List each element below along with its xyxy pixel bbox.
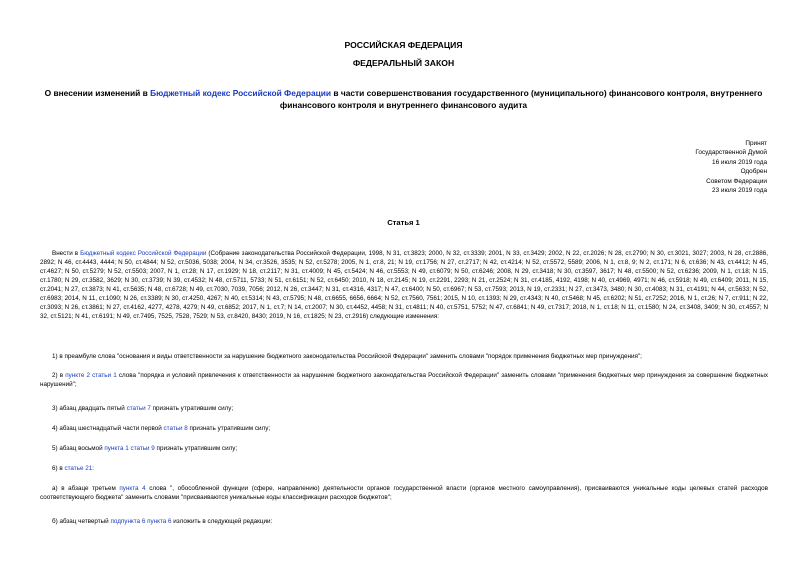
item-6b xyxy=(40,517,768,526)
intro-paragraph xyxy=(40,249,768,321)
item-3-post: признать утратившим силу; xyxy=(150,405,234,412)
intro-prefix: Внести в xyxy=(52,250,81,257)
title-suffix: в части совершенствования государственного (муниципального) финансового контроля, внутреннего финансового контроля и внутреннего финансового аудита xyxy=(279,88,763,110)
item-6a xyxy=(40,484,768,502)
law-title xyxy=(40,87,767,111)
duma-label: Государственной Думой xyxy=(695,149,767,157)
item-5 xyxy=(40,444,768,453)
item-3-link[interactable]: статьи 7 xyxy=(126,405,151,412)
accepted-label: Принят xyxy=(745,140,767,147)
law-type-heading: ФЕДЕРАЛЬНЫЙ ЗАКОН xyxy=(352,58,455,68)
adoption-block xyxy=(567,139,767,195)
article-heading: Статья 1 xyxy=(387,218,420,227)
item-6-pre: 6) в xyxy=(52,465,65,472)
item-1 xyxy=(40,352,768,361)
item-4 xyxy=(40,424,768,433)
item-5-link[interactable]: пункта 1 статьи 9 xyxy=(104,445,155,452)
item-6-link[interactable]: статье 21 xyxy=(64,465,93,472)
item-6a-link[interactable]: пункта 4 xyxy=(119,485,146,492)
federation-heading: РОССИЙСКАЯ ФЕДЕРАЦИЯ xyxy=(344,40,463,50)
item-6b-link[interactable]: подпункта 6 пункта 6 xyxy=(110,518,172,525)
item-6b-pre: б) абзац четвертый xyxy=(52,518,111,525)
item-2-pre: 2) в xyxy=(52,372,66,379)
item-4-pre: 4) абзац шестнадцатый части первой xyxy=(52,425,164,432)
item-1-text: 1) в преамбуле слова "основания и виды ответственности за нарушение бюджетного законодательства Российской Федерации" заменить словами "порядок применения бюджетных мер принуждения"; xyxy=(52,353,642,360)
council-date: 23 июля 2019 года xyxy=(712,187,767,195)
title-prefix: О внесении изменений в xyxy=(44,88,151,98)
item-6 xyxy=(40,464,768,473)
council-label: Советом Федерации xyxy=(706,177,767,185)
item-2-link[interactable]: пункте 2 статьи 1 xyxy=(65,372,117,379)
item-6b-post: изложить в следующей редакции: xyxy=(171,518,273,525)
item-4-link[interactable]: статьи 8 xyxy=(163,425,188,432)
duma-date: 16 июля 2019 года xyxy=(712,158,767,166)
item-2 xyxy=(40,371,768,389)
item-2-post: слова "порядка и условий привлечения к ответственности за нарушение бюджетного законодательства Российской Федерации" заменить словами "применения бюджетных мер принуждения за совершение бюджетных нарушений"; xyxy=(40,372,769,389)
intro-budget-code-link[interactable]: Бюджетный кодекс Российской Федерации xyxy=(80,250,207,257)
item-6a-pre: а) в абзаце третьем xyxy=(52,485,120,492)
item-6-post: : xyxy=(92,465,94,472)
intro-text: (Собрание законодательства Российской Федерации, 1998, N 31, ст.3823; 2000, N 32, ст.3339; 2001, N 33, ст.3429; 2002, N 22, ст.2026; N 28, ст.2790; N 30, ст.3021, 3027; 2003, N 28, ст.2886, 2892; N 46, ст.4443, 4444; N 50, ст.4844; N 52, ст.5036, 5038; 2004, N 34, ст.3526, 3535; N 52, ст.5278; 2005, N 1, ст.8, 21; N 19, ст.1756; N 27, ст.2717; N 42, ст.4214; N 52, ст.5572, 5589; 2006, N 1, ст.8, 9; N 2, ст.171; N 6, ст.636; N 43, ст.4412; N 45, ст.4627; N 50, ст.5279; N 52, ст.5503; 2007, N 1, ст.28; N 17, ст.1929; N 18, ст.2117; N 31, ст.4009; N 45, ст.5424; N 46, ст.5553; N 49, ст.6079; N 50, ст.6246; 2008, N 29, ст.3418; N 30, ст.3597, 3617; N 48, ст.5500; N 52, ст.6236; 2009, N 1, ст.18; N 15, ст.1780; N 29, ст.3582, 3629; N 30, ст.3739; N 39, ст.4532; N 48, ст.5711, 5733; N 51, ст.6151; N 52, ст.6450; 2010, N 18, ст.2145; N 19, ст.2291, 2293; N 21, ст.2524; N 31, ст.4185, 4192, 4198; N 40, ст.4969, 4971; N 46, ст.5918; N 49, ст.6409; 2011, N 15, ст.2041; N 27, ст.3873; N 41, ст.5635; N 48, ст.6728; N 49, ст.7030, 7039, 7056; 2012, N 26, ст.3447; N 31, ст.4316, 4317; N 47, ст.6400; N 50, ст.6967; N 53, ст.7593; 2013, N 19, ст.2331; N 27, ст.3473, 3480; N 30, ст.4083; N 31, ст.4191; N 44, ст.5633; N 52, ст.6983; 2014, N 11, ст.1090; N 26, ст.3389; N 30, ст.4250, 4267; N 40, ст.5314; N 43, ст.5795; N 48, ст.6655, 6656, 6664; N 52, ст.7560, 7561; 2015, N 10, ст.1393; N 29, ст.4343; N 40, ст.5468; N 45, ст.6202; N 51, ст.7252; 2016, N 1, ст.26; N 7, ст.911; N 22, ст.3093; N 26, ст.3861; N 27, ст.4162, 4277, 4278, 4279; N 49, ст.6852; 2017, N 1, ст.7; N 14, ст.2007; N 30, ст.4452, 4458; N 31, ст.4811; N 40, ст.5751, 5752; N 47, ст.6841; N 49, ст.7317; 2018, N 1, ст.18; N 11, ст.1580; N 24, ст.3408, 3409; N 30, ст.4557; N 32, ст.5121; N 41, ст.6191; N 49, ст.7495, 7525, 7528, 7529; N 53, ст.8420, 8430; 2019, N 16, ст.1825; N 23, ст.2916) следующие изменения: xyxy=(40,250,769,321)
item-6a-post: слова ", обособленной функции (сфере, направлению) деятельности органов государственной власти (органов местного самоуправления), присваиваются уникальные коды целевых статей расходов соответствующего бюджета" заменить словами "присваиваются уникальные коды классификации расходов бюджетов"; xyxy=(40,485,768,502)
item-4-post: признать утратившим силу; xyxy=(187,425,271,432)
item-5-post: признать утратившим силу; xyxy=(154,445,238,452)
approved-label: Одобрен xyxy=(740,168,767,176)
item-5-pre: 5) абзац восьмой xyxy=(52,445,105,452)
item-3 xyxy=(40,404,768,413)
item-3-pre: 3) абзац двадцать пятый xyxy=(52,405,127,412)
budget-code-link[interactable]: Бюджетный кодекс Российской Федерации xyxy=(150,88,332,98)
